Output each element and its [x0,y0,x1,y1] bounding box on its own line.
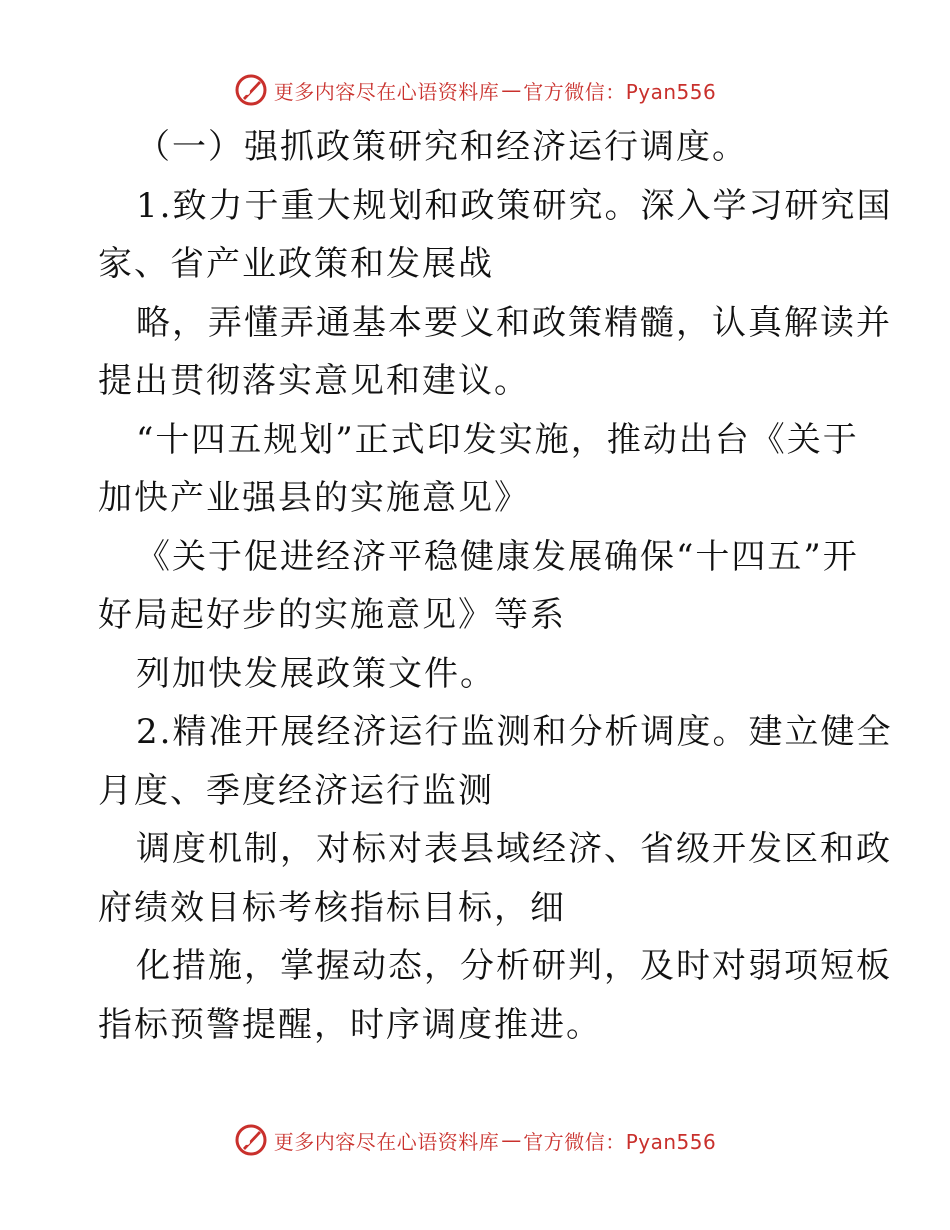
paragraph-line: 好局起好步的实施意见》等系 [98,595,566,635]
watermark-dash: — [501,78,522,102]
paragraph-line: 加快产业强县的实施意见》 [98,478,530,518]
paragraph-line: 略，弄懂弄通基本要义和政策精髓，认真解读并 [136,302,892,343]
paragraph-line: 府绩效目标考核指标目标，细 [98,887,566,928]
watermark-contact: 官方微信：Pyan556 [523,79,717,104]
paragraph-line: “十四五规划”正式印发实施，推动出台《关于 [136,419,859,460]
quill-seal-icon [234,73,268,107]
paragraph-line: 指标预警提醒，时序调度推进。 [98,1004,602,1045]
paragraph-line: 月度、季度经济运行监测 [98,770,494,811]
paragraph-line: 化措施，掌握动态，分析研判，及时对弱项短板 [136,946,892,986]
paragraph-line: 列加快发展政策文件。 [136,653,496,694]
paragraph-line: 家、省产业政策和发展战 [98,244,494,284]
section-heading: （一）强抓政策研究和经济运行调度。 [136,127,748,167]
paragraph-line: 提出贯彻落实意见和建议。 [98,361,530,401]
quill-seal-icon [234,1123,268,1157]
watermark-text: 更多内容尽在心语资料库 [273,79,500,104]
footer-watermark [0,1120,950,1160]
header-watermark [0,70,950,110]
paragraph-line: 2.精准开展经济运行监测和分析调度。建立健全 [136,712,893,752]
paragraph-line: 调度机制，对标对表县域经济、省级开发区和政 [136,829,892,869]
paragraph-line: 《关于促进经济平稳健康发展确保“十四五”开 [136,536,859,577]
document-body [98,118,893,1054]
watermark-contact: 官方微信：Pyan556 [523,1129,717,1154]
watermark-text: 更多内容尽在心语资料库 [273,1129,500,1154]
paragraph-line: 1.致力于重大规划和政策研究。深入学习研究国 [136,185,893,226]
watermark-dash: — [501,1128,522,1152]
